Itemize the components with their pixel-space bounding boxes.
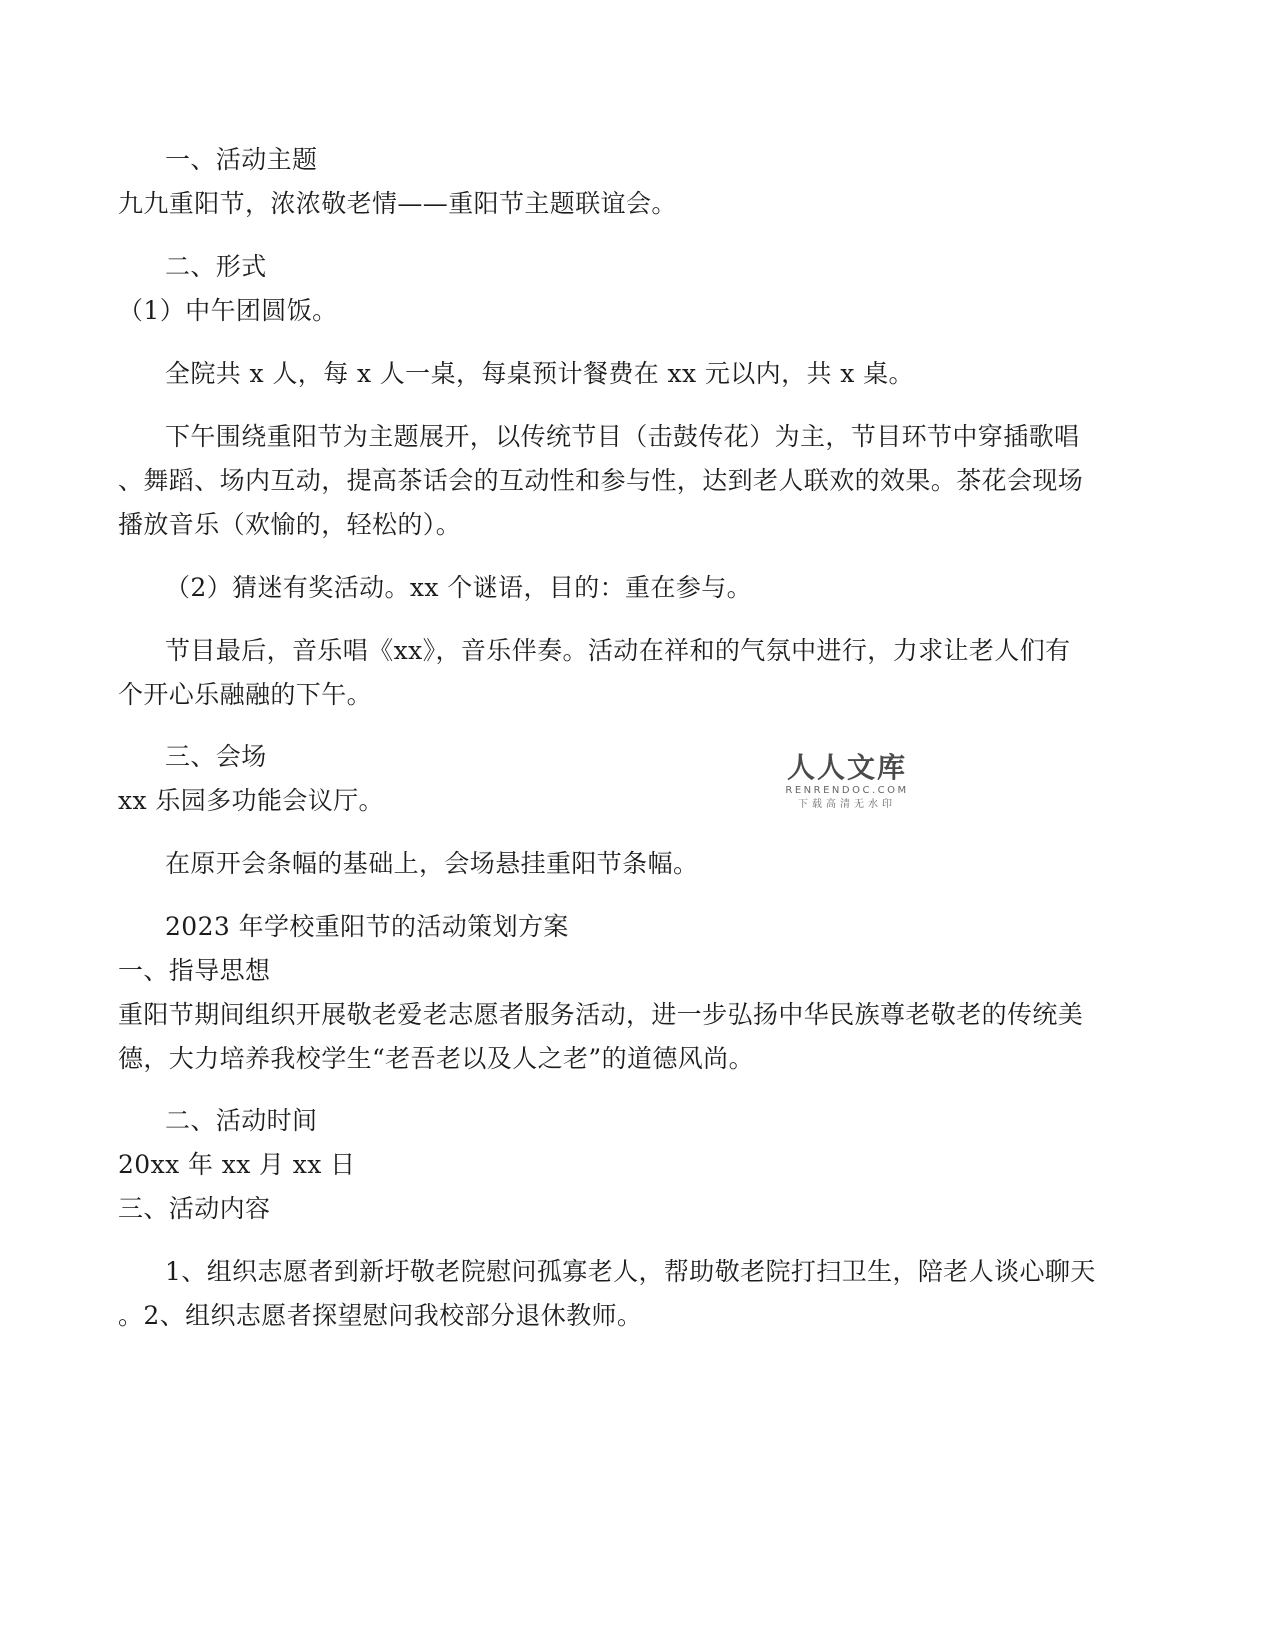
section-heading: 一、活动主题 — [165, 145, 318, 174]
paragraph: 个开心乐融融的下午。 — [118, 680, 373, 709]
paragraph: 节目最后，音乐唱《xx》，音乐伴奏。活动在祥和的气氛中进行，力求让老人们有 — [165, 636, 1071, 665]
section-heading: 二、形式 — [165, 252, 267, 281]
watermark-main: 人人文库 — [786, 751, 907, 784]
watermark-logo — [782, 752, 912, 812]
paragraph: 重阳节期间组织开展敬老爱老志愿者服务活动，进一步弘扬中华民族尊老敬老的传统美 — [118, 1000, 1084, 1029]
paragraph: 德，大力培养我校学生“老吾老以及人之老”的道德风尚。 — [118, 1044, 754, 1073]
paragraph: 。2、组织志愿者探望慰问我校部分退休教师。 — [118, 1301, 643, 1330]
section-heading: 三、活动内容 — [118, 1194, 271, 1223]
paragraph: 播放音乐（欢愉的，轻松的）。 — [118, 510, 462, 539]
watermark-sub: 下载高清无水印 — [798, 799, 896, 810]
paragraph: 九九重阳节，浓浓敬老情——重阳节主题联谊会。 — [118, 189, 677, 218]
paragraph: 1、组织志愿者到新圩敬老院慰问孤寡老人，帮助敬老院打扫卫生，陪老人谈心聊天 — [165, 1257, 1096, 1286]
paragraph: 下午围绕重阳节为主题展开，以传统节目（击鼓传花）为主，节目环节中穿插歌唱 — [165, 422, 1080, 451]
paragraph: （1）中午团圆饭。 — [118, 296, 338, 325]
paragraph: 20xx 年 xx 月 xx 日 — [118, 1150, 356, 1179]
section-heading: 一、指导思想 — [118, 956, 271, 985]
section-heading: 二、活动时间 — [165, 1106, 318, 1135]
paragraph: 在原开会条幅的基础上，会场悬挂重阳节条幅。 — [165, 849, 699, 878]
paragraph: 全院共 x 人，每 x 人一桌，每桌预计餐费在 xx 元以内，共 x 桌。 — [165, 359, 914, 388]
paragraph: 、舞蹈、场内互动，提高茶话会的互动性和参与性，达到老人联欢的效果。茶花会现场 — [118, 466, 1084, 495]
document-title: 2023 年学校重阳节的活动策划方案 — [165, 912, 569, 941]
paragraph: xx 乐园多功能会议厅。 — [118, 786, 384, 815]
section-heading: 三、会场 — [165, 742, 267, 771]
watermark-url: RENRENDOC.COM — [785, 785, 909, 796]
paragraph: （2）猜迷有奖活动。xx 个谜语，目的：重在参与。 — [165, 573, 753, 602]
